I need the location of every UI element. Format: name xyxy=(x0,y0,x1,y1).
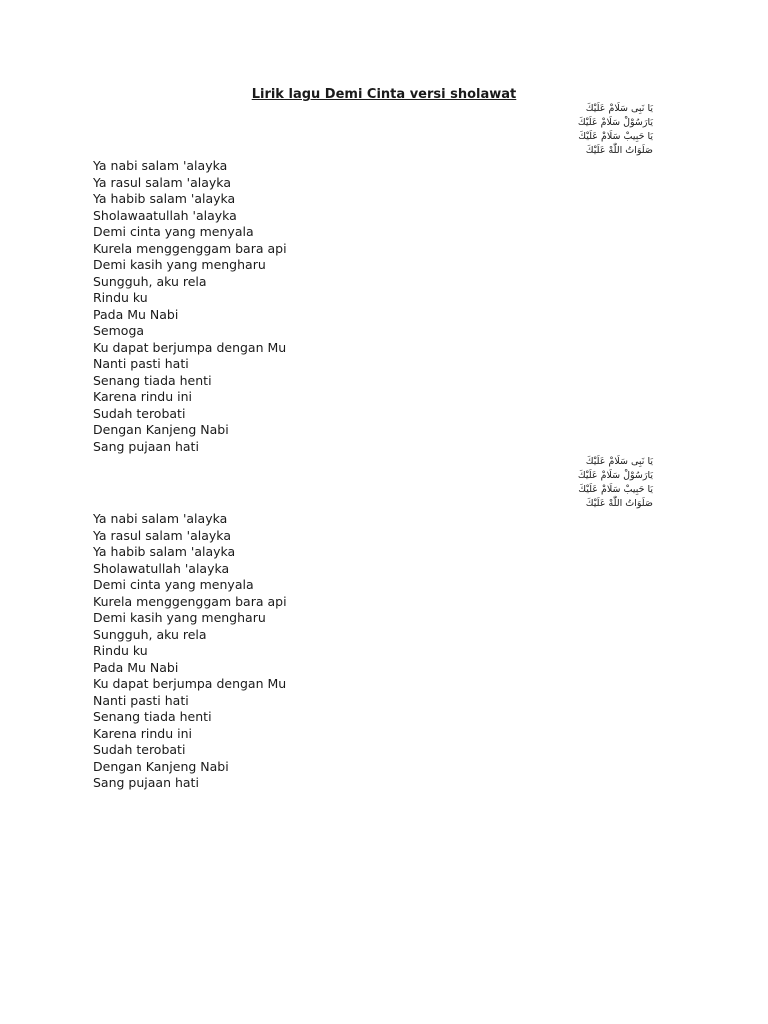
lyric-line: Dengan Kanjeng Nabi xyxy=(93,758,229,774)
lyric-line: Pada Mu Nabi xyxy=(93,306,179,322)
arabic-line: صَلَوَاتُ اللّٰهْ عَلَيْكَ xyxy=(585,145,653,156)
lyric-line: Sholawatullah 'alayka xyxy=(93,560,230,576)
lyric-line: Sholawaatullah 'alayka xyxy=(93,207,237,223)
lyric-line: Sang pujaan hati xyxy=(93,438,199,454)
lyric-line: Ku dapat berjumpa dengan Mu xyxy=(93,676,287,691)
lyric-line: Sungguh, aku rela xyxy=(93,626,207,642)
lyric-line: Demi cinta yang menyala xyxy=(93,224,254,239)
lyric-line: Ya nabi salam 'alayka xyxy=(93,158,228,173)
lyric-line: Demi kasih yang mengharu xyxy=(93,610,266,625)
lyric-line: Ya rasul salam 'alayka xyxy=(93,527,231,543)
document-title: Lirik lagu Demi Cinta versi sholawat xyxy=(251,87,517,102)
lyric-line: Nanti pasti hati xyxy=(93,356,189,371)
arabic-line: يَا نَبِى سَلَامْ عَلَيْكَ xyxy=(585,456,653,467)
lyric-line: Karena rindu ini xyxy=(93,389,192,404)
lyric-line: Dengan Kanjeng Nabi xyxy=(93,422,229,437)
lyric-line: Ya rasul salam 'alayka xyxy=(93,174,231,190)
lyric-line: Semoga xyxy=(93,323,145,338)
lyric-line: Sudah terobati xyxy=(93,405,186,421)
lyric-line: Nanti pasti hati xyxy=(93,692,189,708)
lyric-line: Kurela menggenggam bara api xyxy=(93,593,287,609)
lyric-line: Rindu ku xyxy=(93,290,148,305)
lyric-line: Sang pujaan hati xyxy=(93,775,199,790)
arabic-line: يَا حَبِيبْ سَلَامْ عَلَيْكَ xyxy=(578,131,653,142)
lyric-line: Rindu ku xyxy=(93,643,148,658)
lyric-line: Ya habib salam 'alayka xyxy=(93,191,236,206)
arabic-line: يَارَسُوْلْ سَلَامْ عَلَيْكَ xyxy=(577,470,653,481)
lyric-line: Kurela menggenggam bara api xyxy=(93,240,287,256)
lyric-line: Demi cinta yang menyala xyxy=(93,577,254,592)
lyric-line: Ya nabi salam 'alayka xyxy=(93,511,228,526)
arabic-line: يَارَسُوْلْ سَلَامْ عَلَيْكَ xyxy=(577,117,653,128)
arabic-line: صَلَوَاتُ اللّٰهْ عَلَيْكَ xyxy=(585,498,653,509)
lyric-line: Senang tiada henti xyxy=(93,372,212,388)
lyric-line: Sudah terobati xyxy=(93,742,186,757)
lyrics-body xyxy=(93,102,653,792)
lyric-line: Ku dapat berjumpa dengan Mu xyxy=(93,339,287,355)
lyric-line: Sungguh, aku rela xyxy=(93,273,207,289)
lyric-line: Demi kasih yang mengharu xyxy=(93,257,266,272)
lyric-line: Karena rindu ini xyxy=(93,725,192,741)
lyric-line: Ya habib salam 'alayka xyxy=(93,544,236,559)
lyric-line: Pada Mu Nabi xyxy=(93,659,179,675)
lyric-line: Senang tiada henti xyxy=(93,709,212,724)
arabic-line: يَا حَبِيبْ سَلَامْ عَلَيْكَ xyxy=(578,484,653,495)
arabic-line: يَا نَبِى سَلَامْ عَلَيْكَ xyxy=(585,103,653,114)
